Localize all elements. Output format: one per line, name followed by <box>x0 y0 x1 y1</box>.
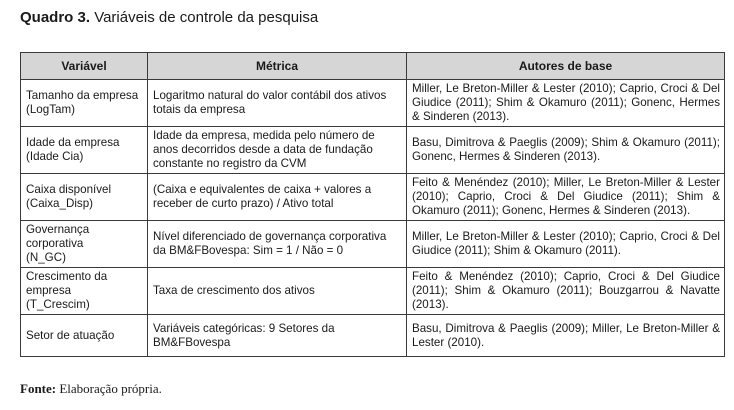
caption-label: Quadro 3. <box>20 9 91 26</box>
authors-cell: Miller, Le Breton-Miller & Lester (2010); Caprio, Croci & Del Giudice (2011); Shim & Okamuro (2011). <box>407 221 725 268</box>
table-row <box>21 315 725 357</box>
control-variables-table <box>20 52 725 357</box>
source-label: Fonte: <box>20 381 57 396</box>
metric-cell: (Caixa e equivalentes de caixa + valores a receber de curto prazo) / Ativo total <box>148 174 407 221</box>
variable-cell <box>21 127 148 174</box>
table-row <box>21 221 725 268</box>
variable-name: Idade da empresa <box>26 136 120 149</box>
variable-cell <box>21 174 148 221</box>
authors-cell: Basu, Dimitrova & Paeglis (2009); Miller, Le Breton-Miller & Lester (2010). <box>407 315 725 357</box>
metric-cell: Logaritmo natural do valor contábil dos ativos totais da empresa <box>148 80 407 127</box>
table-row <box>21 80 725 127</box>
authors-cell: Feito & Menéndez (2010); Miller, Le Breton-Miller & Lester (2010); Caprio, Croci & Del Giudice (2011); Shim & Okamuro (2011); Gonenc, Hermes & Sinderen (2013). <box>407 174 725 221</box>
table-row <box>21 268 725 315</box>
header-autores: Autores de base <box>407 53 725 80</box>
metric-cell: Variáveis categóricas: 9 Setores da BM&FBovespa <box>148 315 407 357</box>
variable-code: (LogTam) <box>26 103 75 116</box>
variable-cell <box>21 221 148 268</box>
source-note <box>20 381 162 397</box>
variable-code: (Idade Cia) <box>26 150 84 163</box>
table-caption <box>20 8 318 28</box>
variable-cell <box>21 268 148 315</box>
metric-cell: Nível diferenciado de governança corporativa da BM&FBovespa: Sim = 1 / Não = 0 <box>148 221 407 268</box>
authors-cell: Feito & Menéndez (2010); Caprio, Croci & Del Giudice (2011); Shim & Okamuro (2011); Bouzgarrou & Navatte (2013). <box>407 268 725 315</box>
source-text: Elaboração própria. <box>59 381 162 396</box>
variable-name: Tamanho da empresa <box>26 89 139 102</box>
variable-name: Setor de atuação <box>26 328 115 342</box>
header-metrica: Métrica <box>148 53 407 80</box>
metric-cell: Taxa de crescimento dos ativos <box>148 268 407 315</box>
caption-title: Variáveis de controle da pesquisa <box>94 9 319 26</box>
variable-cell <box>21 315 148 357</box>
variable-code: (Caixa_Disp) <box>26 197 94 210</box>
table-row <box>21 174 725 221</box>
variable-name: Caixa disponível <box>26 183 112 196</box>
authors-cell: Basu, Dimitrova & Paeglis (2009); Shim & Okamuro (2011); Gonenc, Hermes & Sinderen (2013). <box>407 127 725 174</box>
table-header-row <box>21 53 725 80</box>
variable-code: (T_Crescim) <box>26 298 90 311</box>
metric-cell: Idade da empresa, medida pelo número de anos decorridos desde a data de fundação constante no registro da CVM <box>148 127 407 174</box>
authors-cell: Miller, Le Breton-Miller & Lester (2010); Caprio, Croci & Del Giudice (2011); Shim & Okamuro (2011); Gonenc, Hermes & Sinderen (2013). <box>407 80 725 127</box>
variable-name: Crescimento da empresa <box>26 270 108 297</box>
variable-code: (N_GC) <box>26 251 66 264</box>
variable-cell <box>21 80 148 127</box>
header-variavel: Variável <box>21 53 148 80</box>
variable-name: Governança corporativa <box>26 223 90 250</box>
table-row <box>21 127 725 174</box>
